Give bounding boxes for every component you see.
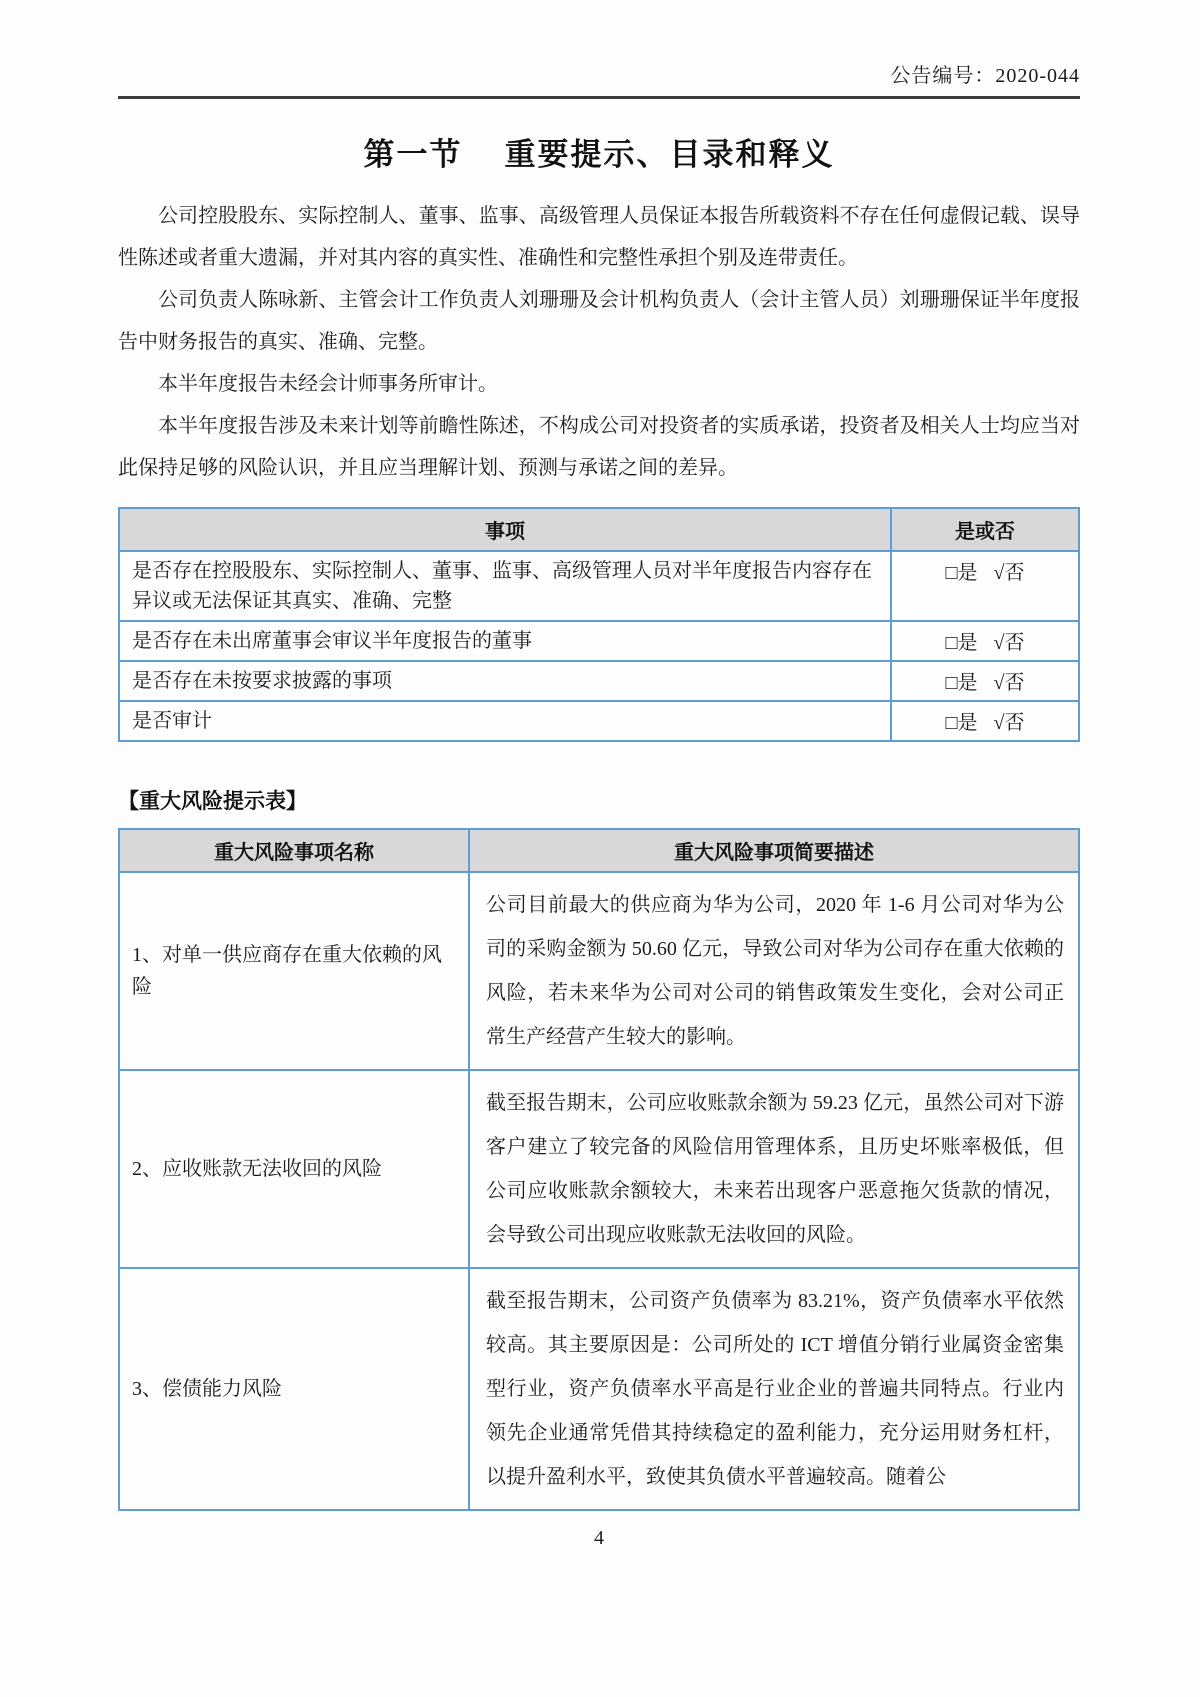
page-number: 4	[594, 1527, 604, 1549]
section-number: 第一节	[363, 137, 463, 172]
column-header-item: 事项	[119, 508, 891, 551]
checkmark-no: √否	[993, 632, 1025, 654]
item-cell: 是否存在控股股东、实际控制人、董事、监事、高级管理人员对半年度报告内容存在异议或无法保证其真实、准确、完整	[119, 551, 891, 621]
table-row	[119, 621, 1079, 661]
item-cell: 是否存在未按要求披露的事项	[119, 661, 891, 701]
checkmark-no: √否	[993, 712, 1025, 734]
table-row	[119, 701, 1079, 741]
risk-table-heading: 【重大风险提示表】	[118, 790, 307, 813]
table-row	[119, 661, 1079, 701]
checkbox-unchecked-yes: □是	[945, 672, 978, 694]
table-row	[119, 1268, 1079, 1510]
checkbox-unchecked-yes: □是	[945, 632, 978, 654]
risk-description-cell: 截至报告期末，公司应收账款余额为 59.23 亿元，虽然公司对下游客户建立了较完备的风险信用管理体系，且历史坏账率极低，但公司应收账款余额较大，未来若出现客户恶意拖欠货款的情况，会导致公司出现应收账款无法收回的风险。	[469, 1070, 1079, 1268]
column-header-risk-name: 重大风险事项名称	[119, 829, 469, 872]
declaration-table-header-row	[119, 508, 1079, 551]
column-header-risk-description: 重大风险事项简要描述	[469, 829, 1079, 872]
risk-name-cell: 3、偿债能力风险	[119, 1268, 469, 1510]
answer-cell	[891, 551, 1079, 621]
header-divider	[118, 96, 1080, 99]
risk-table	[118, 828, 1080, 1511]
body-text	[118, 195, 1080, 489]
checkmark-no: √否	[993, 562, 1025, 584]
section-title: 重要提示、目录和释义	[504, 137, 835, 172]
checkbox-unchecked-yes: □是	[945, 562, 978, 584]
table-row	[119, 872, 1079, 1070]
paragraph-unaudited-note: 本半年度报告未经会计师事务所审计。	[158, 373, 498, 395]
paragraph-integrity-declaration: 公司控股股东、实际控制人、董事、监事、高级管理人员保证本报告所载资料不存在任何虚假记载、误导性陈述或者重大遗漏，并对其内容的真实性、准确性和完整性承担个别及连带责任。	[118, 205, 1080, 269]
checkbox-unchecked-yes: □是	[945, 712, 978, 734]
page-title	[118, 133, 1080, 177]
answer-cell	[891, 621, 1079, 661]
answer-cell	[891, 701, 1079, 741]
table-row	[119, 1070, 1079, 1268]
table-row	[119, 551, 1079, 621]
risk-description-cell: 公司目前最大的供应商为华为公司，2020 年 1-6 月公司对华为公司的采购金额为 50.60 亿元，导致公司对华为公司存在重大依赖的风险，若未来华为公司对公司的销售政策发生变化，会对公司正常生产经营产生较大的影响。	[469, 872, 1079, 1070]
paragraph-forward-looking-note: 本半年度报告涉及未来计划等前瞻性陈述，不构成公司对投资者的实质承诺，投资者及相关人士均应当对此保持足够的风险认识，并且应当理解计划、预测与承诺之间的差异。	[118, 415, 1080, 479]
column-header-yes-or-no: 是或否	[891, 508, 1079, 551]
paragraph-responsible-persons: 公司负责人陈咏新、主管会计工作负责人刘珊珊及会计机构负责人（会计主管人员）刘珊珊保证半年度报告中财务报告的真实、准确、完整。	[118, 289, 1080, 353]
item-cell: 是否存在未出席董事会审议半年度报告的董事	[119, 621, 891, 661]
risk-description-cell: 截至报告期末，公司资产负债率为 83.21%，资产负债率水平依然较高。其主要原因是：公司所处的 ICT 增值分销行业属资金密集型行业，资产负债率水平高是行业企业的普遍共同特点。行业内领先企业通常凭借其持续稳定的盈利能力，充分运用财务杠杆，以提升盈利水平，致使其负债水平普遍较高。随着公	[469, 1268, 1079, 1510]
risk-table-header-row	[119, 829, 1079, 872]
risk-name-cell: 2、应收账款无法收回的风险	[119, 1070, 469, 1268]
answer-cell	[891, 661, 1079, 701]
announcement-number: 公告编号：2020-044	[890, 65, 1080, 87]
risk-name-cell: 1、对单一供应商存在重大依赖的风险	[119, 872, 469, 1070]
checkmark-no: √否	[993, 672, 1025, 694]
declaration-table	[118, 507, 1080, 742]
item-cell: 是否审计	[119, 701, 891, 741]
